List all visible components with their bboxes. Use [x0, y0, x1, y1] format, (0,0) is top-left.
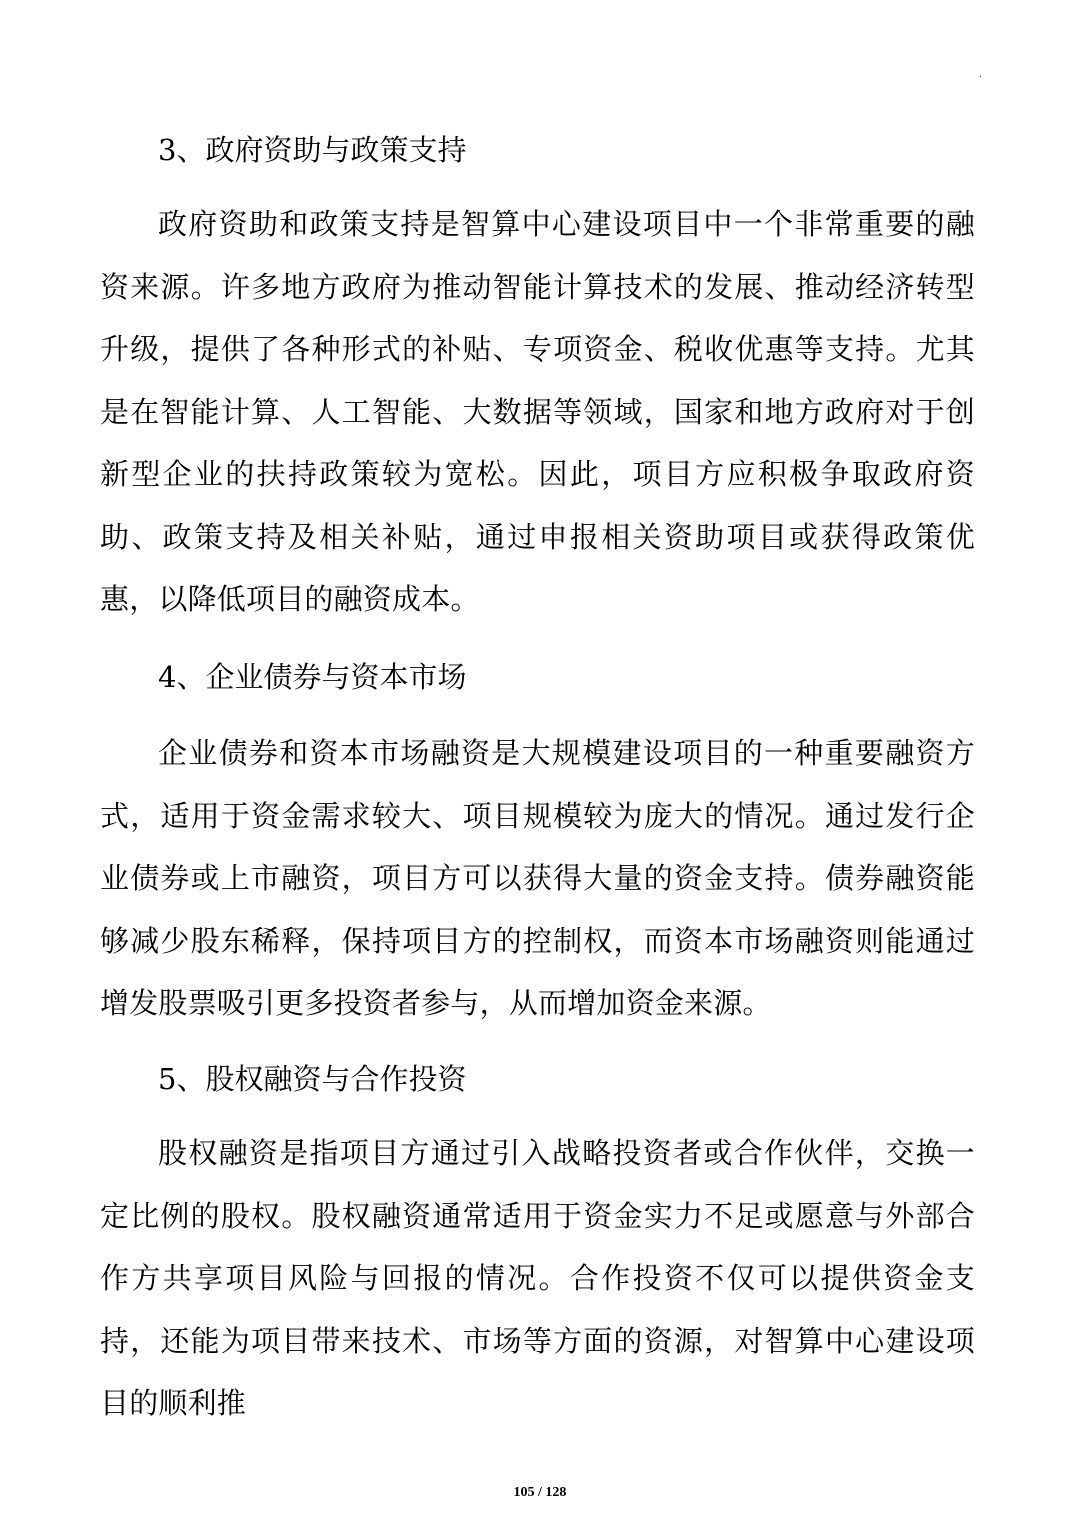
page-number: 105 / 128 — [513, 1485, 567, 1500]
section-body-3: 政府资助和政策支持是智算中心建设项目中一个非常重要的融资来源。许多地方政府为推动智能计算技术的发展、推动经济转型升级，提供了各种形式的补贴、专项资金、税收优惠等支持。尤其是在智能计算、人工智能、大数据等领域，国家和地方政府对于创新型企业的扶持政策较为宽松。因此，项目方应积极争取政府资助、政策支持及相关补贴，通过申报相关资助项目或获得政策优惠，以降低项目的融资成本。 — [100, 207, 975, 616]
corner-mark: . — [978, 69, 982, 80]
section-heading-4: 4、企业债券与资本市场 — [158, 660, 467, 694]
section-heading-5: 5、股权融资与合作投资 — [158, 1062, 467, 1096]
section-body-4: 企业债券和资本市场融资是大规模建设项目的一种重要融资方式，适用于资金需求较大、项目规模较为庞大的情况。通过发行企业债券或上市融资，项目方可以获得大量的资金支持。债券融资能够减少股东稀释，保持项目方的控制权，而资本市场融资则能通过增发股票吸引更多投资者参与，从而增加资金来源。 — [100, 736, 975, 1020]
section-heading-3: 3、政府资助与政策支持 — [158, 133, 467, 167]
section-body-5: 股权融资是指项目方通过引入战略投资者或合作伙伴，交换一定比例的股权。股权融资通常适用于资金实力不足或愿意与外部合作方共享项目风险与回报的情况。合作投资不仅可以提供资金支持，还能为项目带来技术、市场等方面的资源，对智算中心建设项目的顺利推 — [100, 1136, 975, 1420]
